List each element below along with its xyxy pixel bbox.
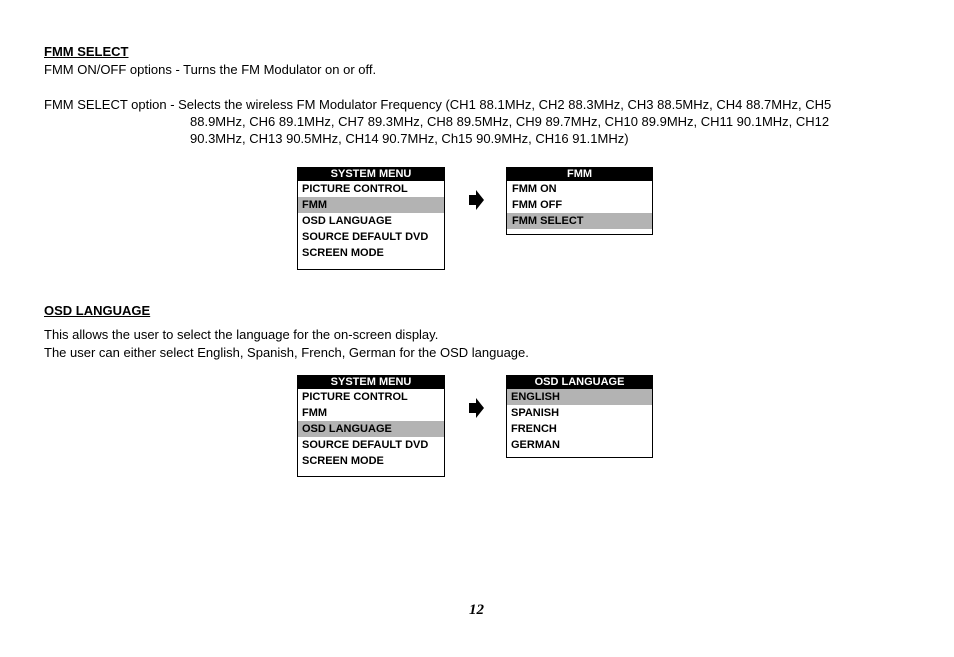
right-arrow-icon	[468, 190, 484, 210]
osd-language-menu	[506, 375, 653, 458]
fmm-onoff-description: FMM ON/OFF options - Turns the FM Modulator on or off.	[44, 62, 377, 77]
menu-item-fmm-off: FMM OFF	[512, 199, 563, 211]
fmm-select-description-line2: 88.9MHz, CH6 89.1MHz, CH7 89.3MHz, CH8 89.5MHz, CH9 89.7MHz, CH10 89.9MHz, CH11 90.1MHz, CH12	[190, 114, 830, 129]
menu-item-french: FRENCH	[511, 423, 557, 435]
menu-item-screen-mode: SCREEN MODE	[302, 247, 384, 259]
menu-item-picture-control: PICTURE CONTROL	[302, 183, 408, 195]
menu-item-spanish: SPANISH	[511, 407, 560, 419]
menu-item-fmm: FMM	[298, 197, 444, 213]
osd-language-heading: OSD LANGUAGE	[44, 303, 151, 318]
menu-item-picture-control: PICTURE CONTROL	[302, 391, 408, 403]
fmm-menu-title: FMM	[507, 168, 652, 181]
page-number: 12	[469, 602, 484, 618]
osd-description-line1: This allows the user to select the language for the on-screen display.	[44, 327, 439, 342]
menu-item-fmm: FMM	[302, 407, 328, 419]
menu-item-german: GERMAN	[511, 439, 560, 451]
fmm-select-description: FMM SELECT option - Selects the wireless FM Modulator Frequency (CH1 88.1MHz, CH2 88.3MHz, CH3 88.5MHz, CH4 88.7MHz, CH5	[44, 97, 832, 112]
system-menu-title: SYSTEM MENU	[298, 168, 444, 181]
osd-language-menu-title: OSD LANGUAGE	[507, 376, 652, 389]
menu-item-fmm-on: FMM ON	[512, 183, 557, 195]
fmm-menu	[506, 167, 653, 235]
menu-item-screen-mode: SCREEN MODE	[302, 455, 384, 467]
menu-item-source-default-dvd: SOURCE DEFAULT DVD	[302, 231, 429, 243]
menu-item-english: ENGLISH	[507, 389, 652, 405]
menu-item-osd-language: OSD LANGUAGE	[298, 421, 444, 437]
system-menu-fmm-diagram	[297, 167, 445, 270]
menu-item-osd-language: OSD LANGUAGE	[302, 215, 392, 227]
right-arrow-icon	[468, 398, 484, 418]
fmm-select-heading: FMM SELECT	[44, 44, 129, 59]
fmm-select-description-line3: 90.3MHz, CH13 90.5MHz, CH14 90.7MHz, Ch15 90.9MHz, CH16 91.1MHz)	[190, 131, 629, 146]
menu-item-fmm-select: FMM SELECT	[507, 213, 652, 229]
menu-item-source-default-dvd: SOURCE DEFAULT DVD	[302, 439, 429, 451]
osd-description-line2: The user can either select English, Spanish, French, German for the OSD language.	[44, 345, 529, 360]
system-menu-title: SYSTEM MENU	[298, 376, 444, 389]
system-menu-osd-diagram	[297, 375, 445, 477]
